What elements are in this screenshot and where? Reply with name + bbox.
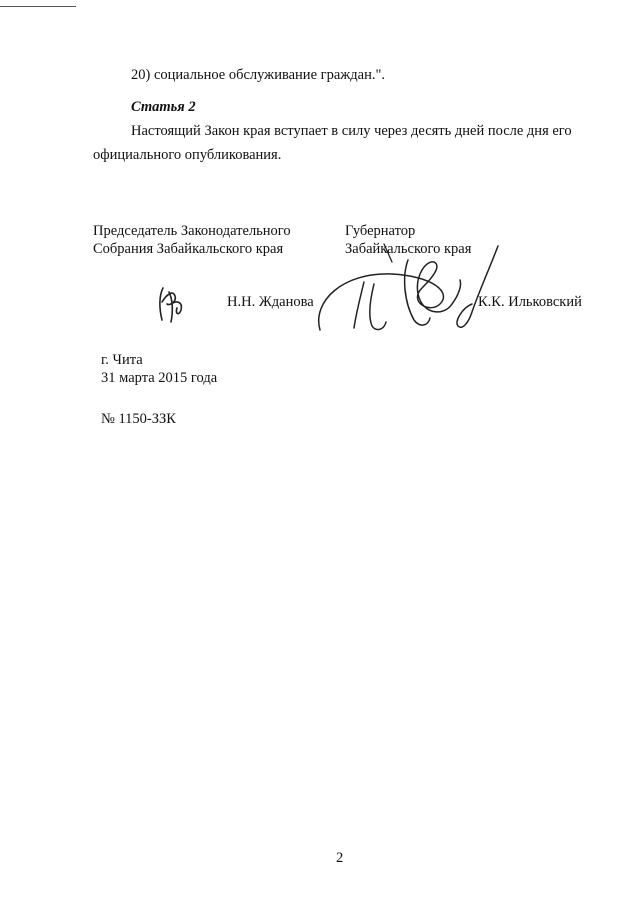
right-signatory-title-line1: Губернатор <box>345 223 416 239</box>
law-number: № 1150-ЗЗК <box>101 411 176 427</box>
city: г. Чита <box>101 352 143 368</box>
page-number: 2 <box>336 850 344 866</box>
right-signature <box>312 242 504 340</box>
left-signatory-name: Н.Н. Жданова <box>227 294 314 310</box>
article-heading: Статья 2 <box>131 99 196 115</box>
list-item-20: 20) социальное обслуживание граждан.". <box>131 67 386 83</box>
left-signatory-title-line2: Собрания Забайкальского края <box>93 241 284 257</box>
right-signatory-title-line2: Забайкальского края <box>345 241 472 257</box>
signing-date: 31 марта 2015 года <box>101 370 218 386</box>
article-text-line1: Настоящий Закон края вступает в силу через десять дней после дня его <box>131 123 572 139</box>
article-text-line2: официального опубликования. <box>93 147 282 163</box>
left-signatory-title-line1: Председатель Законодательного <box>93 223 291 239</box>
right-signatory-name: К.К. Ильковский <box>478 294 582 310</box>
header-rule <box>0 6 76 7</box>
left-signature <box>155 282 191 324</box>
